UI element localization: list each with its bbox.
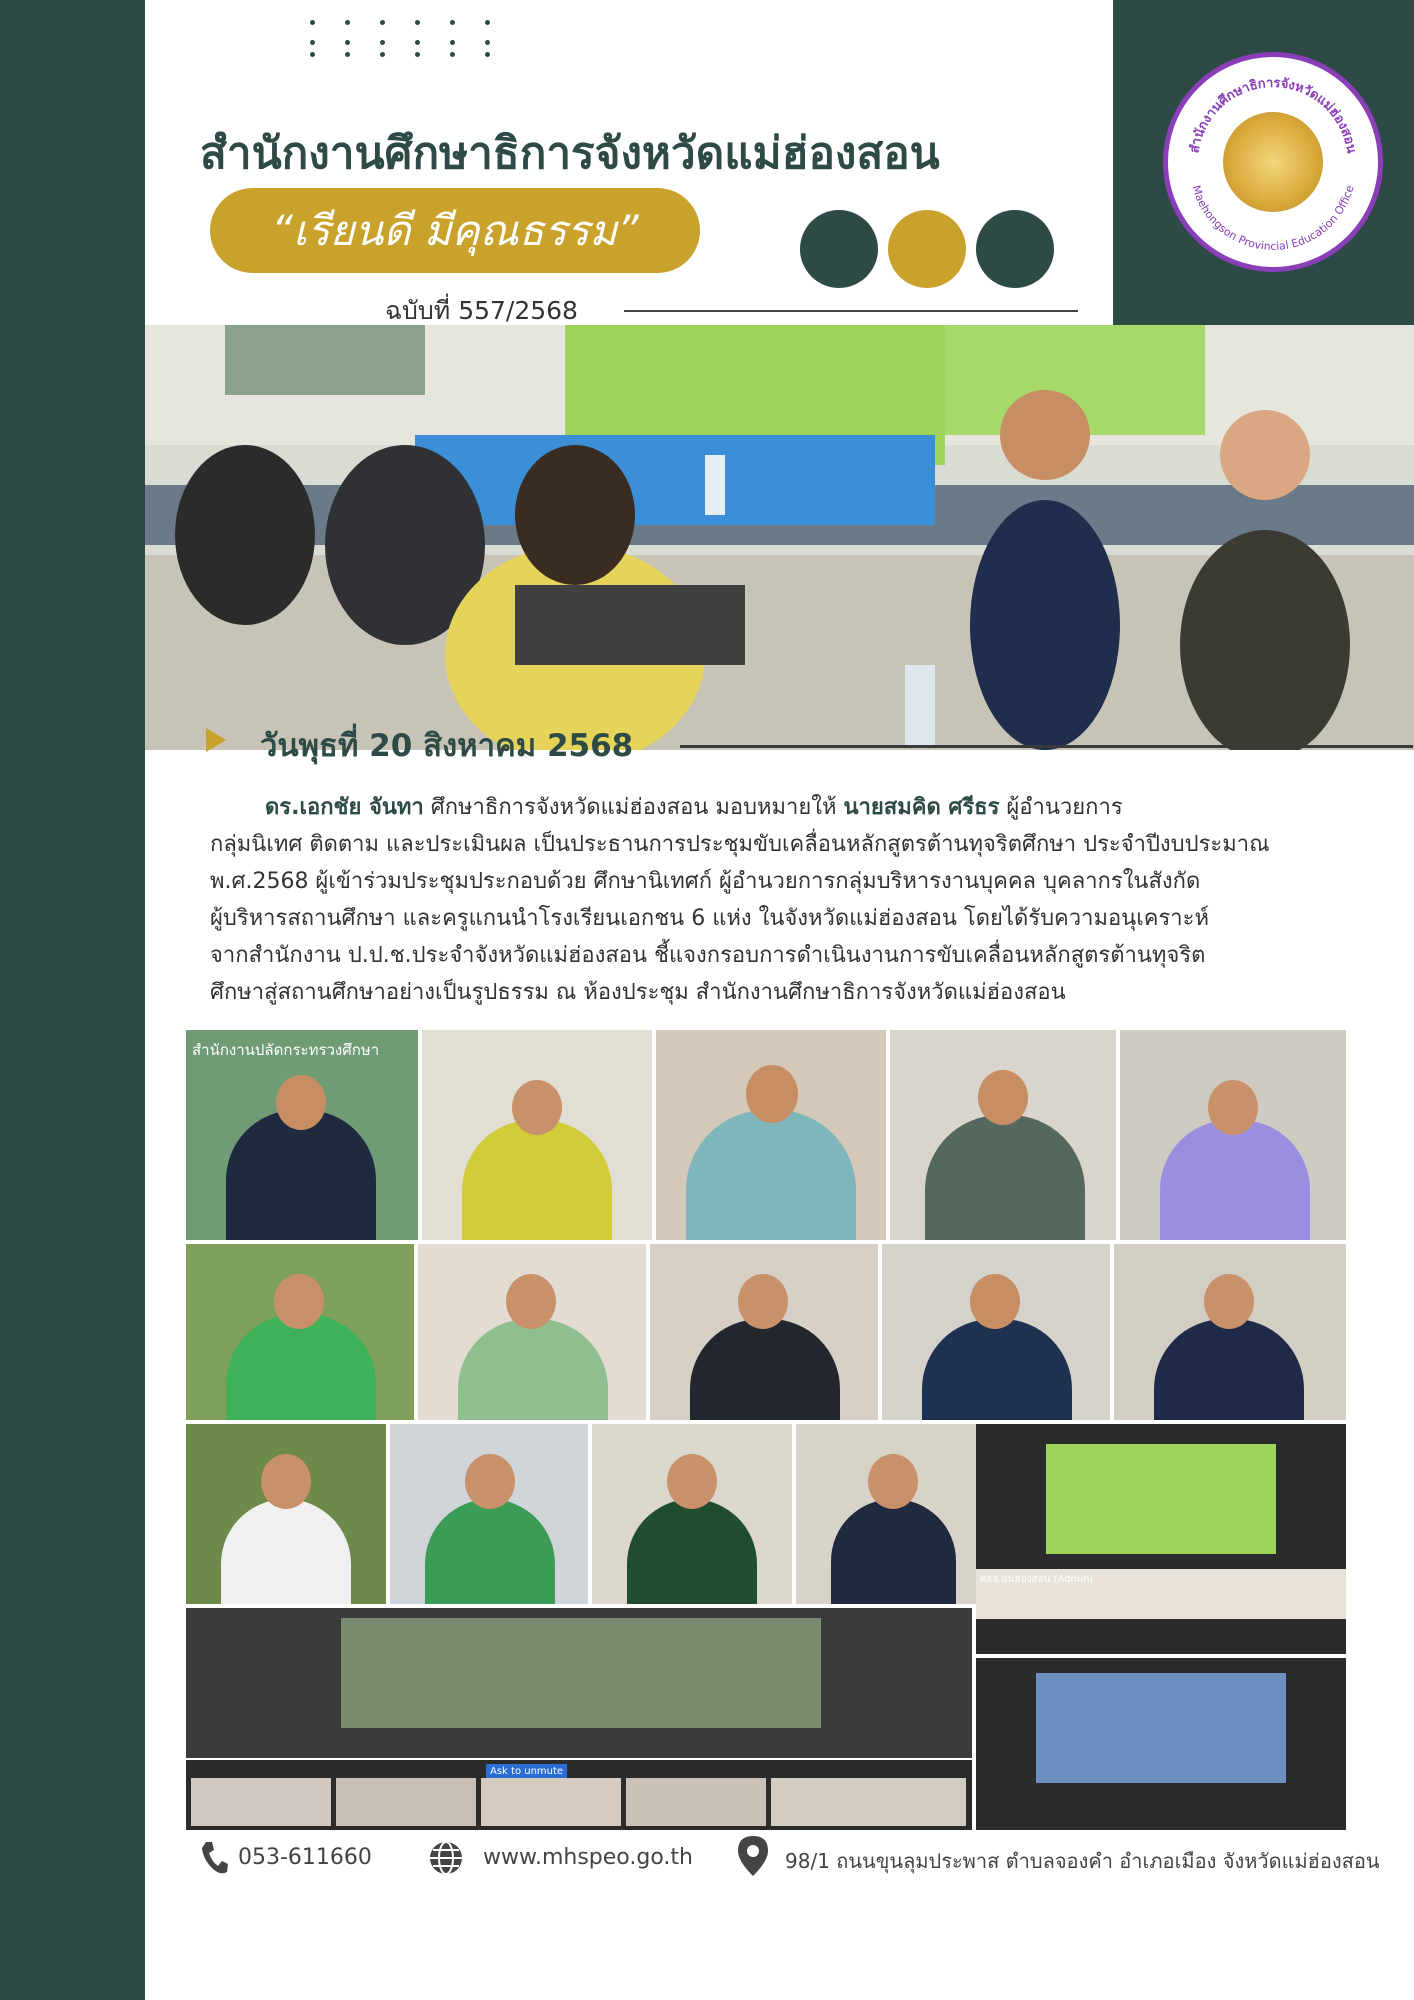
collage-photo	[418, 1244, 646, 1420]
paragraph-text: ผู้อำนวยการ	[999, 795, 1123, 820]
collage-photo	[1114, 1244, 1346, 1420]
meeting-photo	[145, 325, 1414, 750]
collage-photo	[1120, 1030, 1346, 1240]
play-arrow-icon	[206, 728, 226, 752]
paragraph-line-4: ผู้บริหารสถานศึกษา และครูแกนนำโรงเรียนเอกชน 6 แห่ง ในจังหวัดแม่ฮ่องสอน โดยได้รับความอนุเคราะห์	[210, 906, 1209, 931]
page-title: สำนักงานศึกษาธิการจังหวัดแม่ฮ่องสอน	[200, 128, 940, 179]
logo-text-th: สำนักงานศึกษาธิการจังหวัดแม่ฮ่องสอน	[1187, 75, 1359, 155]
paragraph-line-5: จากสำนักงาน ป.ป.ช.ประจำจังหวัดแม่ฮ่องสอน ชี้แจงกรอบการดำเนินงานการขับเคลื่อนหลักสูตรต้านทุจริต	[210, 943, 1206, 968]
zoom-admin-label: ศธจ.แม่ฮ่องสอน (Admin)	[980, 1574, 1094, 1585]
zoom-screenshot	[186, 1608, 972, 1758]
collage-photo	[186, 1244, 414, 1420]
paragraph-line-3: พ.ศ.2568 ผู้เข้าร่วมประชุมประกอบด้วย ศึกษานิเทศก์ ผู้อำนวยการกลุ่มบริหารงานบุคคล บุคลากรในสังกัด	[210, 869, 1201, 894]
paragraph-line-6: ศึกษาสู่สถานศึกษาอย่างเป็นรูปธรรม ณ ห้องประชุม สำนักงานศึกษาธิการจังหวัดแม่ฮ่องสอน	[210, 980, 1066, 1005]
collage-photo	[650, 1244, 878, 1420]
zoom-screenshot	[976, 1424, 1346, 1654]
location-pin-icon	[738, 1836, 768, 1880]
footer-address: 98/1 ถนนขุนลุมประพาส ตำบลจองคำ อำเภอเมือง จังหวัดแม่ฮ่องสอน	[785, 1849, 1380, 1873]
globe-icon	[428, 1840, 464, 1880]
zoom-screenshot	[976, 1658, 1346, 1830]
collage-photo	[656, 1030, 886, 1240]
collage-photo	[882, 1244, 1110, 1420]
collage-photo	[390, 1424, 588, 1604]
paragraph-line-2: กลุ่มนิเทศ ติดตาม และประเมินผล เป็นประธานการประชุมขับเคลื่อนหลักสูตรต้านทุจริตศึกษา ประจำปีงบประมาณ	[210, 832, 1270, 857]
slogan-pill: “เรียนดี มีคุณธรรม”	[210, 188, 700, 273]
footer-website[interactable]: www.mhspeo.go.th	[483, 1845, 693, 1870]
issue-rule	[624, 310, 1078, 312]
office-logo	[1163, 52, 1383, 272]
emblem-icon	[1223, 112, 1323, 212]
person-name-1: ดร.เอกชัย จันทา	[265, 795, 424, 820]
collage-photo	[592, 1424, 792, 1604]
collage-banner: สำนักงานปลัดกระทรวงศึกษา	[192, 1041, 380, 1059]
left-sidebar-band	[0, 0, 145, 2000]
issue-number: ฉบับที่ 557/2568	[385, 296, 578, 325]
footer-phone: 053-611660	[238, 1845, 372, 1870]
decor-circle-green-2	[976, 210, 1054, 288]
photo-collage	[186, 1030, 1346, 1830]
zoom-gallery	[186, 1760, 972, 1830]
event-date: วันพุธที่ 20 สิงหาคม 2568	[260, 728, 634, 764]
paragraph-line-1	[210, 790, 1335, 826]
person-name-2: นายสมคิด ศรีธร	[843, 795, 1000, 820]
collage-photo	[186, 1424, 386, 1604]
collage-photo	[422, 1030, 652, 1240]
unmute-badge: Ask to unmute	[486, 1764, 567, 1779]
logo-text-en: Maehongson Provincial Education Office	[1189, 183, 1357, 254]
collage-photo	[796, 1424, 990, 1604]
dot-grid	[300, 20, 520, 60]
collage-photo	[186, 1030, 418, 1240]
decor-circle-green-1	[800, 210, 878, 288]
date-rule	[680, 745, 1413, 748]
decor-circle-gold	[888, 210, 966, 288]
collage-photo	[890, 1030, 1116, 1240]
phone-icon	[200, 1840, 228, 1880]
paragraph-text: ศึกษาธิการจังหวัดแม่ฮ่องสอน มอบหมายให้	[423, 795, 844, 820]
